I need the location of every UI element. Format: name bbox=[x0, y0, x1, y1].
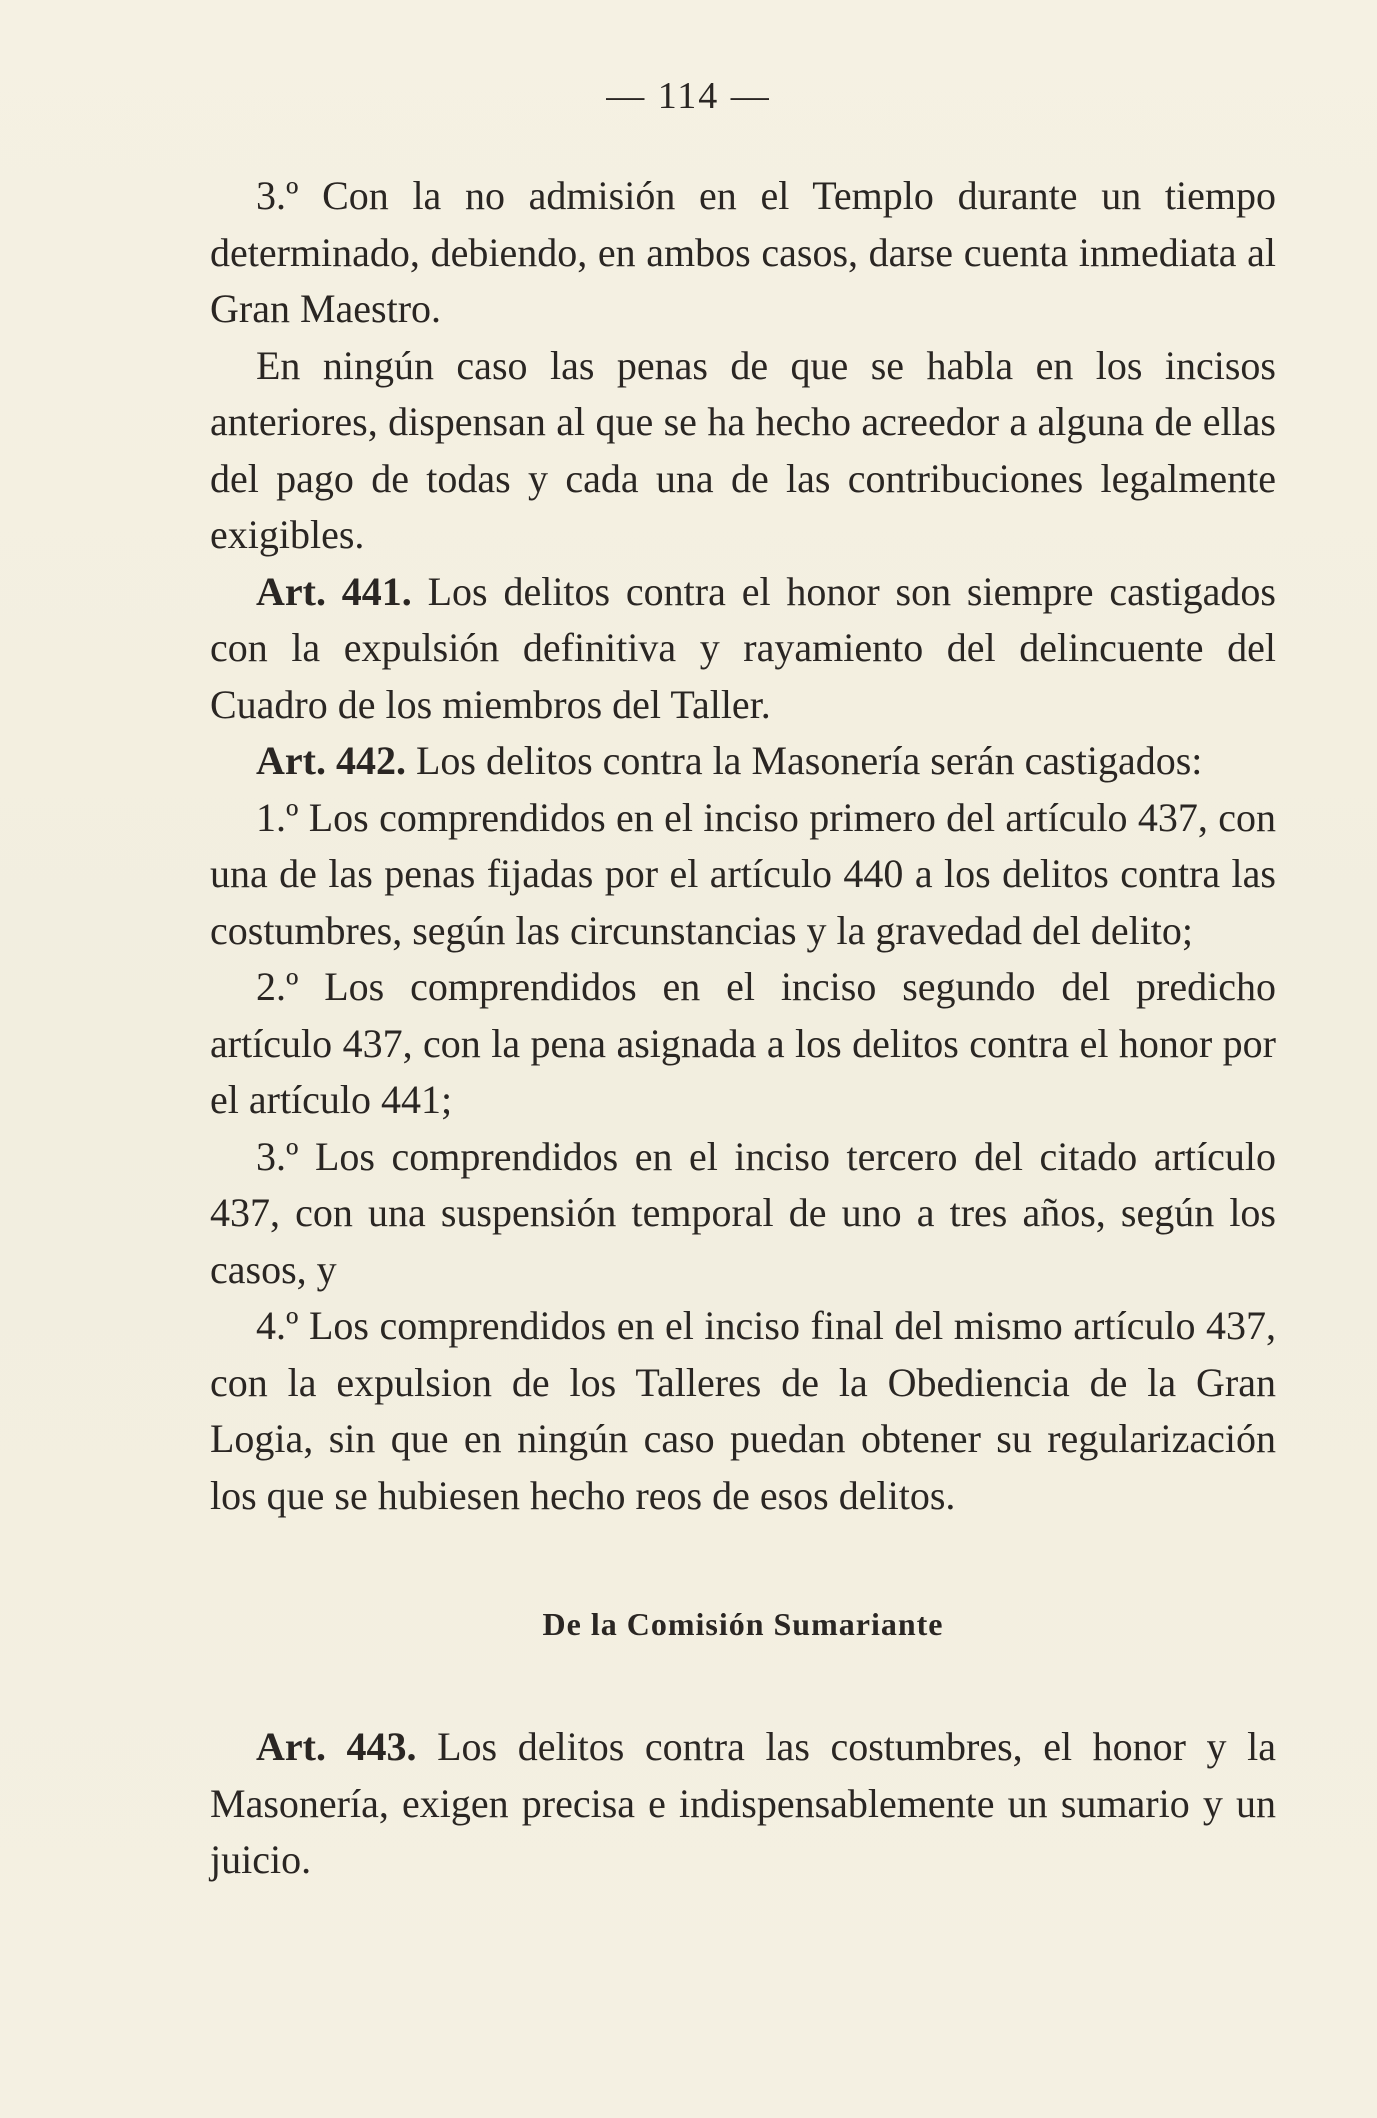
paragraph-text: 3.º Con la no admisión en el Templo durante un tiempo determinado, debiendo, en ambos casos, darse cuenta inmediata al Gran Maestro. bbox=[210, 173, 1276, 331]
paragraph-text: En ningún caso las penas de que se habla en los incisos anteriores, dispensan al que se ha hecho acreedor a alguna de ellas del pago de todas y cada una de las contribuciones legalmente exigibles. bbox=[210, 342, 1276, 557]
page-number: — 114 — bbox=[606, 75, 771, 117]
paragraph-item-3 bbox=[210, 168, 1276, 338]
article-443 bbox=[210, 1719, 1276, 1889]
article-441 bbox=[210, 564, 1276, 734]
paragraph-text: Los delitos contra las costumbres, el honor y la Masonería, exigen precisa e indispensablemente un sumario y un juicio. bbox=[210, 1724, 1276, 1882]
paragraph-text: 4.º Los comprendidos en el inciso final del mismo artículo 437, con la expulsion de los Talleres de la Obediencia de la Gran Logia, sin que en ningún caso puedan obtener su regularización los que se hubiesen hecho reos de esos delitos. bbox=[210, 1303, 1276, 1518]
paragraph-text: 1.º Los comprendidos en el inciso primero del artículo 437, con una de las penas fijadas por el artículo 440 a los delitos contra las costumbres, según las circunstancias y la gravedad del delito; bbox=[210, 794, 1276, 953]
article-label: Art. 443. bbox=[256, 1724, 417, 1769]
article-442-item-4 bbox=[210, 1298, 1276, 1524]
body-text bbox=[210, 168, 1276, 1889]
article-442 bbox=[210, 733, 1276, 790]
article-442-item-2 bbox=[210, 959, 1276, 1129]
article-label: Art. 441. bbox=[256, 568, 412, 614]
article-442-item-1 bbox=[210, 790, 1276, 960]
section-heading: De la Comisión Sumariante bbox=[542, 1606, 944, 1642]
paragraph-text: Los delitos contra la Masonería serán castigados: bbox=[405, 738, 1203, 783]
paragraph-text: 3.º Los comprendidos en el inciso tercero del citado artículo 437, con una suspensión temporal de uno a tres años, según los casos, y bbox=[210, 1133, 1276, 1292]
article-label: Art. 442. bbox=[256, 738, 406, 783]
paragraph-text: 2.º Los comprendidos en el inciso segundo del predicho artículo 437, con la pena asignada a los delitos contra el honor por el artículo 441; bbox=[210, 964, 1276, 1122]
paragraph-contributions-note bbox=[210, 338, 1276, 564]
article-442-item-3 bbox=[210, 1129, 1276, 1299]
paragraph-text: Los delitos contra el honor son siempre castigados con la expulsión definitiva y rayamiento del delincuente del Cuadro de los miembros del Taller. bbox=[210, 568, 1276, 727]
